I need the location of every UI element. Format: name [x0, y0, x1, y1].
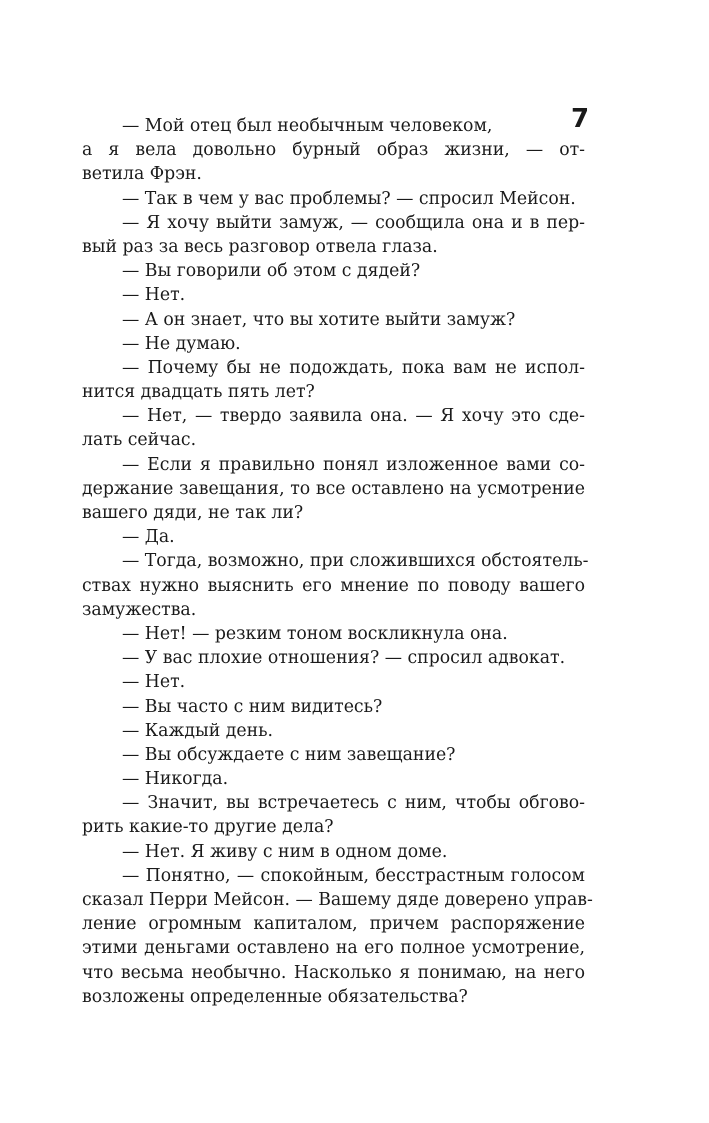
text-line: — Почему бы не подождать, пока вам не испол- — [122, 357, 585, 378]
text-line: а я вела довольно бурный образ жизни, — от- — [82, 140, 585, 161]
text-line: — Так в чем у вас проблемы? — спросил Мейсон. — [122, 188, 576, 209]
text-line: — Вы говорили об этом с дядей? — [122, 261, 421, 282]
text-line: — Нет. — [122, 672, 186, 693]
text-line: — Да. — [122, 527, 175, 548]
text-line: сказал Перри Мейсон. — Вашему дяде доверено управ- — [82, 890, 593, 910]
text-line: — Если я правильно понял изложенное вами со- — [122, 454, 585, 475]
text-line: возложены определенные обязательства? — [82, 986, 468, 1007]
text-line: — Вы часто с ним видитесь? — [122, 696, 383, 717]
page-number: 7 — [571, 104, 590, 134]
text-line: — Мой отец был необычным человеком, — [122, 116, 493, 136]
text-line: — А он знает, что вы хотите выйти замуж? — [122, 309, 516, 330]
text-line: — Никогда. — [122, 769, 229, 790]
text-line: нится двадцать пять лет? — [82, 382, 315, 403]
text-line: ление огромным капиталом, причем распоряжение — [82, 914, 585, 935]
text-line: держание завещания, то все оставлено на усмотрение — [82, 478, 585, 499]
text-line: вый раз за весь разговор отвела глаза. — [82, 236, 438, 257]
body-text — [82, 114, 593, 1009]
text-line: — Каждый день. — [122, 720, 274, 741]
text-line: рить какие-то другие дела? — [82, 817, 334, 838]
text-line: — Я хочу выйти замуж, — сообщила она и в пер- — [122, 212, 585, 233]
text-line: — У вас плохие отношения? — спросил адвокат. — [122, 648, 566, 669]
text-line: этими деньгами оставлено на его полное усмотрение, — [82, 938, 585, 959]
text-line: вашего дяди, не так ли? — [82, 503, 304, 523]
text-line: ствах нужно выяснить его мнение по поводу вашего — [82, 575, 585, 596]
text-line: — Нет, — твердо заявила она. — Я хочу это сде- — [122, 406, 585, 427]
text-line: — Нет! — резким тоном воскликнула она. — [122, 623, 508, 644]
text-line: — Значит, вы встречаетесь с ним, чтобы обгово- — [122, 793, 585, 814]
text-line: — Вы обсуждаете с ним завещание? — [122, 744, 456, 765]
text-line: ветила Фрэн. — [82, 164, 202, 185]
text-line: — Тогда, возможно, при сложившихся обстоятель- — [122, 551, 589, 572]
text-line: что весьма необычно. Насколько я понимаю, на него — [82, 962, 585, 983]
text-line: — Нет. — [122, 285, 186, 306]
text-line: замужества. — [82, 599, 197, 620]
text-line: — Не думаю. — [122, 333, 241, 354]
text-line: — Понятно, — спокойным, бесстрастным голосом — [122, 865, 585, 886]
text-line: лать сейчас. — [82, 430, 197, 451]
text-line: — Нет. Я живу с ним в одном доме. — [122, 841, 448, 862]
